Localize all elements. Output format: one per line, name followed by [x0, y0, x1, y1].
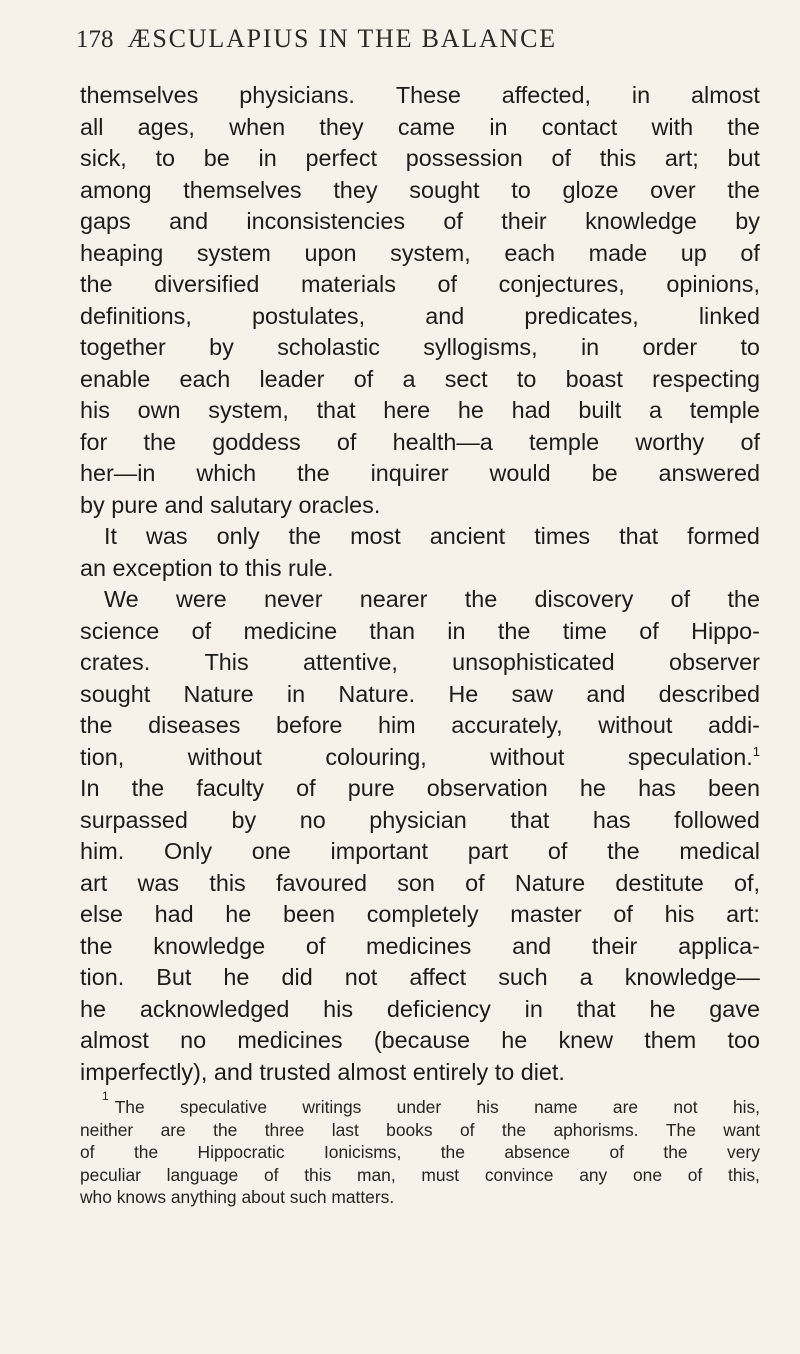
text-line: heaping system upon system, each made up of: [80, 239, 760, 266]
text-line: enable each leader of a sect to boast respecting: [80, 365, 760, 392]
text-line: We were never nearer the discovery of the: [104, 586, 760, 612]
footnote-line: who knows anything about such matters.: [80, 1187, 395, 1207]
text-line: imperfectly), and trusted almost entirely to diet.: [80, 1058, 565, 1085]
text-line: themselves physicians. These affected, in almost: [80, 82, 760, 108]
text-line: his own system, that here he had built a temple: [80, 397, 760, 423]
page-number: 178: [76, 26, 114, 53]
text-line: definitions, postulates, and predicates, linked: [80, 302, 760, 329]
running-title: ÆSCULAPIUS IN THE BALANCE: [127, 24, 557, 53]
footnote-line: of the Hippocratic Ionicisms, the absence of the very: [80, 1142, 760, 1162]
text-line: almost no medicines (because he knew them too: [80, 1027, 760, 1053]
text-line: tion, without colouring, without speculation.$^1$: [80, 743, 760, 770]
text-line: sought Nature in Nature. He saw and described: [80, 680, 760, 707]
body-text: [80, 80, 760, 1088]
text-line: the diversified materials of conjectures, opinions,: [80, 271, 760, 297]
text-line: gaps and inconsistencies of their knowledge by: [80, 208, 760, 234]
footnote-line: [80, 1089, 760, 1119]
text-line: else had he been completely master of his art:: [80, 901, 760, 927]
footnote-line: neither are the three last books of the aphorisms. The want: [80, 1119, 760, 1140]
text-line: among themselves they sought to gloze over the: [80, 176, 760, 203]
footnote-line: peculiar language of this man, must convince any one of this,: [80, 1164, 760, 1185]
text-line: the diseases before him accurately, without addi-: [80, 712, 760, 738]
text-line: tion. But he did not affect such a knowledge—: [80, 964, 760, 990]
text-line: an exception to this rule.: [80, 554, 334, 581]
text-line: he acknowledged his deficiency in that he gave: [80, 995, 760, 1022]
footnote-block: [80, 1089, 760, 1209]
text-line: art was this favoured son of Nature destitute of,: [80, 869, 760, 896]
text-line: sick, to be in perfect possession of this art; but: [80, 145, 760, 171]
text-line: It was only the most ancient times that formed: [104, 523, 760, 549]
text-line: her—in which the inquirer would be answered: [80, 460, 760, 486]
text-line: surpassed by no physician that has followed: [80, 806, 760, 833]
text-line: by pure and salutary oracles.: [80, 491, 381, 518]
running-head: [76, 24, 760, 66]
footnote-marker: 1: [102, 1089, 109, 1103]
footnote-reference[interactable]: 1: [752, 743, 760, 759]
book-page: [76, 24, 760, 1209]
text-line: all ages, when they came in contact with the: [80, 113, 760, 140]
text-line: the knowledge of medicines and their applica-: [80, 932, 760, 959]
text-line: In the faculty of pure observation he has been: [80, 775, 760, 801]
text-line: science of medicine than in the time of Hippo-: [80, 617, 760, 644]
text-line: for the goddess of health—a temple worthy of: [80, 428, 760, 455]
text-line: crates. This attentive, unsophisticated observer: [80, 649, 760, 675]
text-line: him. Only one important part of the medical: [80, 838, 760, 864]
text-line: together by scholastic syllogisms, in order to: [80, 334, 760, 360]
footnote-text: The speculative writings under his name are not his,: [114, 1097, 760, 1117]
